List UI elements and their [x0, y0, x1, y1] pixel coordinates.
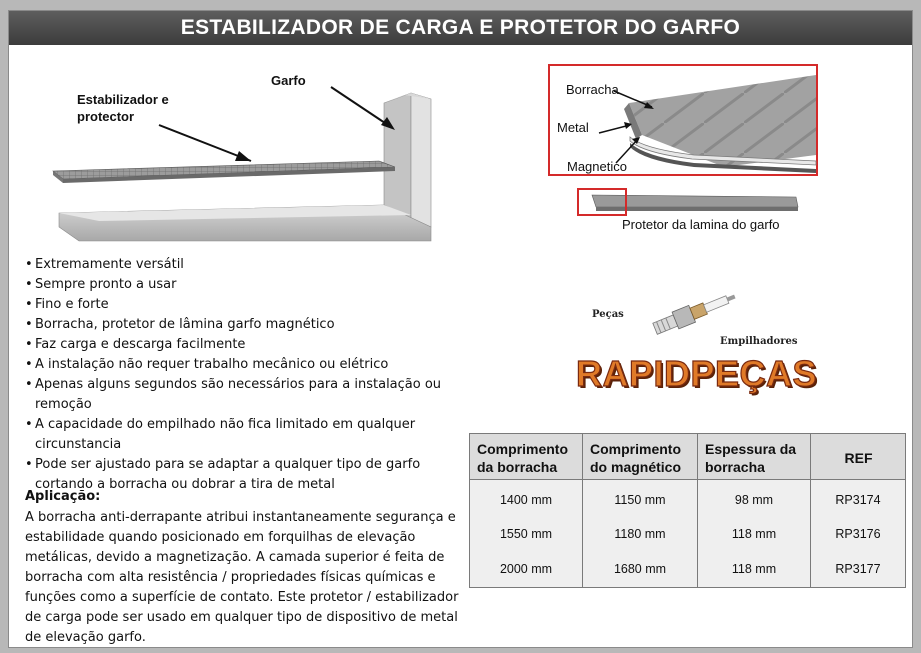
list-item: • Borracha, protetor de lâmina garfo magnético — [25, 317, 335, 332]
fork-diagram — [39, 55, 459, 245]
table-cell: 1680 mm — [583, 552, 698, 588]
table-cell: RP3177 — [811, 552, 906, 588]
col-rubber-thickness: Espessura da borracha — [698, 434, 811, 480]
table-cell: RP3174 — [811, 480, 906, 516]
list-item: • A capacidade do empilhado não fica limitado em qualquer circunstancia — [25, 417, 416, 452]
application-text: A borracha anti-derrapante atribui instantaneamente segurança e estabilidade quando posicionado em forquilhas de elevação metálicas, devido a magnetização. A camada superior é feita de borracha com alta resistência / propriedades físicas químicas e funções como a superfície de contato. Este protetor / estabilizador de carga pode ser usado em qualquer tipo de dispositivo de metal de elevação garfo. — [25, 510, 459, 645]
col-magnetic-length: Comprimento do magnético — [583, 434, 698, 480]
brand-logo — [574, 283, 818, 403]
col-rubber-length: Comprimento da borracha — [470, 434, 583, 480]
list-item: • Faz carga e descarga facilmente — [25, 337, 246, 352]
table-cell: RP3176 — [811, 516, 906, 552]
list-item: • Extremamente versátil — [25, 257, 184, 272]
table-cell: 2000 mm — [470, 552, 583, 588]
logo-text-forklifts: Empilhadores — [720, 336, 798, 347]
list-item: • Pode ser ajustado para se adaptar a qualquer tipo de garfo cortando a borracha ou dobrar a tira de metal — [25, 457, 421, 492]
label-fork: Garfo — [271, 73, 306, 88]
product-sheet — [8, 10, 913, 648]
table-row — [470, 516, 906, 552]
spec-table — [469, 433, 906, 588]
list-item: • Sempre pronto a usar — [25, 277, 177, 292]
col-ref: REF — [811, 434, 906, 480]
table-cell: 118 mm — [698, 552, 811, 588]
label-magnetic: Magnetico — [567, 159, 627, 174]
table-cell: 1180 mm — [583, 516, 698, 552]
table-cell: 1400 mm — [470, 480, 583, 516]
logo-brand-name: RAPIDPEÇAS — [576, 353, 818, 394]
blade-protector-caption: Protetor da lamina do garfo — [622, 217, 780, 232]
page-title: ESTABILIZADOR DE CARGA E PROTETOR DO GARFO — [9, 11, 912, 45]
fork-illustration — [39, 55, 459, 245]
label-stabilizer: Estabilizador e protector — [77, 92, 169, 124]
table-header-row — [470, 434, 906, 480]
label-rubber: Borracha — [566, 82, 619, 97]
table-cell: 98 mm — [698, 480, 811, 516]
list-item: • Apenas alguns segundos são necessários para a instalação ou remoção — [25, 377, 442, 412]
layer-closeup — [544, 63, 834, 198]
list-item: • A instalação não requer trabalho mecânico ou elétrico — [25, 357, 389, 372]
spark-plug-icon — [644, 283, 744, 343]
list-item: • Fino e forte — [25, 297, 109, 312]
label-metal: Metal — [557, 120, 589, 135]
table-cell: 1550 mm — [470, 516, 583, 552]
logo-text-parts: Peças — [592, 309, 624, 320]
table-cell: 1150 mm — [583, 480, 698, 516]
application-heading: Aplicação: — [25, 489, 101, 504]
table-cell: 118 mm — [698, 516, 811, 552]
table-row — [470, 480, 906, 516]
table-row — [470, 552, 906, 588]
feature-list — [25, 255, 475, 495]
